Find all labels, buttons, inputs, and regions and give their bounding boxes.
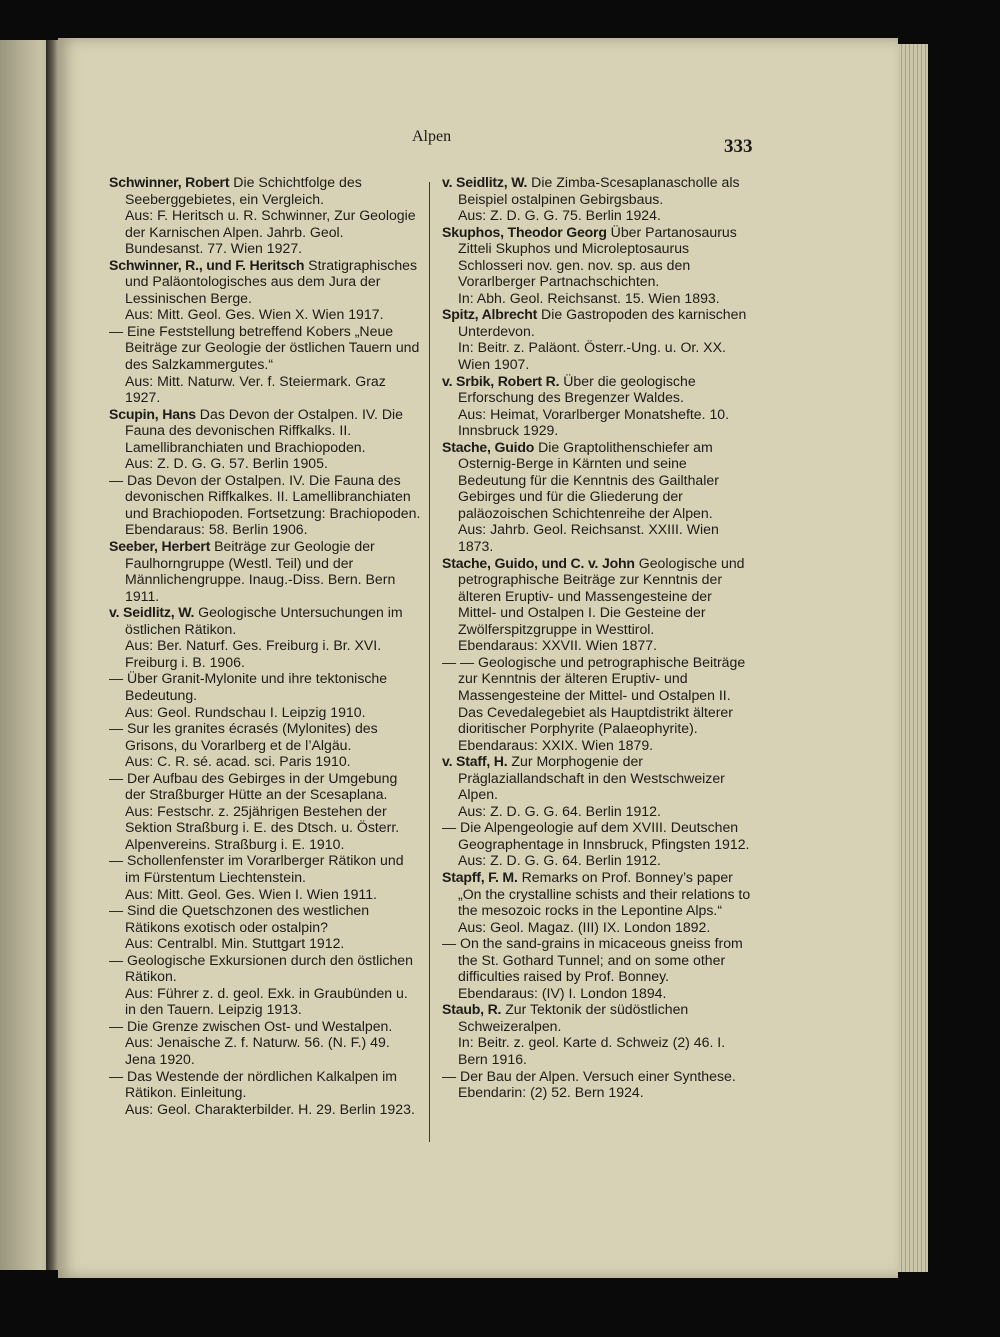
bibliography-source [109, 803, 421, 853]
entry-text: — Über Granit-Mylonite und ihre tektonische Bedeutung. [109, 670, 388, 703]
entry-text: Aus: Jahrb. Geol. Reichsanst. XXIII. Wien 1873. [458, 521, 719, 555]
entry-text: Remarks on Prof. Bonney’s paper „On the crystalline schists and their relations to the mesozoic rocks in the Lepontine Alps.“ [458, 868, 751, 919]
bibliography-source [442, 406, 754, 439]
bibliography-entry [109, 538, 421, 604]
bibliography-entry [109, 852, 421, 885]
entry-text: Die Schichtfolge des Seeberggebietes, ein Vergleich. [125, 174, 362, 207]
entry-text: Ebendaraus: XXVII. Wien 1877. [458, 637, 657, 654]
bibliography-entry [109, 1068, 421, 1101]
bibliography-entry [442, 1068, 754, 1085]
bibliography-source [109, 985, 421, 1018]
entry-author: Schwinner, R., und F. Heritsch [109, 256, 305, 273]
entry-text: — Der Bau der Alpen. Versuch einer Synthese. [442, 1067, 736, 1084]
bibliography-entry [109, 604, 421, 637]
bibliography-entry [442, 555, 754, 638]
entry-text: Stratigraphisches und Paläontologisches aus dem Jura der Lessinischen Berge. [125, 256, 418, 306]
entry-text: — Das Westende der nördlichen Kalkalpen im Rätikon. Einleitung. [109, 1067, 398, 1101]
entry-text: — Geologische Exkursionen durch den östlichen Rätikon. [109, 951, 413, 985]
entry-text: Aus: Z. D. G. G. 57. Berlin 1905. [125, 455, 328, 472]
bibliography-entry [109, 406, 421, 456]
bibliography-source [442, 339, 754, 372]
bibliography-entry [109, 902, 421, 935]
entry-text: Beiträge zur Geologie der Faulhorngruppe (Westl. Teil) und der Männlichengruppe. Inaug.-Diss. Bern. Bern 1911. [125, 538, 396, 604]
bibliography-entry [109, 323, 421, 373]
entry-text: Aus: Z. D. G. G. 64. Berlin 1912. [458, 802, 661, 819]
entry-text: Die Gastropoden des karnischen Unterdevon. [458, 306, 747, 339]
bibliography-entry [109, 472, 421, 522]
bibliography-source [109, 935, 421, 952]
bibliography-source [109, 637, 421, 670]
entry-author: Stapff, F. M. [442, 868, 518, 885]
entry-text: Geologische Untersuchungen im östlichen Rätikon. [125, 604, 403, 637]
entry-text: Aus: Heimat, Vorarlberger Monatshefte. 10. Innsbruck 1929. [458, 405, 730, 439]
bibliography-source [442, 290, 754, 307]
bibliography-source [109, 1101, 421, 1118]
bibliography-entry [442, 174, 754, 207]
entry-author: Spitz, Albrecht [442, 306, 538, 323]
bibliography-entry [109, 174, 421, 207]
entry-text: Zur Tektonik der südöstlichen Schweizeralpen. [458, 1001, 689, 1034]
entry-text: In: Beitr. z. geol. Karte d. Schweiz (2) 46. I. Bern 1916. [458, 1034, 726, 1067]
entry-text: Aus: Ber. Naturf. Ges. Freiburg i. Br. XVI. Freiburg i. B. 1906. [125, 637, 382, 670]
left-column [109, 174, 421, 1117]
bibliography-entry [109, 1018, 421, 1035]
bibliography-source [442, 852, 754, 869]
entry-text: — On the sand-grains in micaceous gneiss from the St. Gothard Tunnel; and on some other difficulties raised by Prof. Bonney. [442, 935, 743, 985]
entry-author: Seeber, Herbert [109, 538, 211, 555]
entry-text: — Eine Feststellung betreffend Kobers „Neue Beiträge zur Geologie der östlichen Tauern und des Salzkammergutes.“ [109, 322, 420, 373]
entry-text: — Sur les granites écrasés (Mylonites) des Grisons, du Vorarlberg et de l’Algäu. [109, 720, 378, 753]
entry-text: Ebendaraus: 58. Berlin 1906. [125, 521, 308, 538]
bibliography-entry [442, 306, 754, 339]
entry-text: — Die Alpengeologie auf dem XVIII. Deutschen Geographentage in Innsbruck, Pfingsten 1912. [442, 819, 750, 852]
entry-text: Aus: Z. D. G. G. 75. Berlin 1924. [458, 207, 661, 224]
bibliography-source [442, 803, 754, 820]
bibliography-source [442, 637, 754, 654]
entry-text: Die Zimba-Scesaplanascholle als Beispiel ostalpinen Gebirgsbaus. [458, 174, 740, 207]
entry-text: — Sind die Quetschzonen des westlichen Rätikons exotisch oder ostalpin? [109, 902, 370, 935]
bibliography-entry [442, 439, 754, 522]
bibliography-source [109, 373, 421, 406]
bibliography-entry [442, 819, 754, 852]
entry-author: Skuphos, Theodor Georg [442, 223, 607, 240]
bibliography-source [109, 521, 421, 538]
bibliography-source [109, 306, 421, 323]
entry-text: — Das Devon der Ostalpen. IV. Die Fauna des devonischen Riffkalkes. II. Lamellibranchiaten und Brachiopoden. Fortsetzung: Brachiopoden. [109, 471, 421, 521]
entry-author: Stache, Guido [442, 438, 535, 455]
running-head: Alpen [412, 128, 452, 145]
entry-text: Aus: Geol. Magaz. (III) IX. London 1892. [458, 918, 711, 935]
bibliography-source [109, 455, 421, 472]
bibliography-source [442, 207, 754, 224]
bibliography-source [109, 704, 421, 721]
bibliography-entry [442, 373, 754, 406]
bibliography-source [109, 886, 421, 903]
entry-text: Ebendaraus: (IV) I. London 1894. [458, 984, 667, 1001]
entry-text: Aus: Festschr. z. 25jährigen Bestehen der Sektion Straßburg i. E. des Dtsch. u. Österr. Alpenvereins. Straßburg i. E. 1910. [125, 802, 400, 852]
entry-text: Aus: Mitt. Naturw. Ver. f. Steiermark. Graz 1927. [125, 372, 386, 406]
bibliography-source [442, 919, 754, 936]
entry-text: Aus: Centralbl. Min. Stuttgart 1912. [125, 935, 345, 952]
bibliography-source [442, 985, 754, 1002]
entry-text: Zur Morphogenie der Präglaziallandschaft in den Westschweizer Alpen. [458, 753, 725, 803]
entry-text: Geologische und petrographische Beiträge zur Kenntnis der älteren Eruptiv- und Massengesteine der Mittel- und Ostalpen I. Die Gesteine der Zwölferspitzgruppe in Westtirol. [458, 554, 745, 637]
entry-author: v. Staff, H. [442, 753, 508, 770]
bibliography-source [442, 737, 754, 754]
bibliography-source [442, 1084, 754, 1101]
entry-text: Aus: Führer z. d. geol. Exk. in Graubünden u. in den Tauern. Leipzig 1913. [125, 984, 408, 1018]
entry-text: Aus: Geol. Charakterbilder. H. 29. Berlin 1923. [125, 1100, 415, 1117]
entry-text: Ebendarin: (2) 52. Bern 1924. [458, 1084, 644, 1101]
entry-text: In: Beitr. z. Paläont. Österr.-Ung. u. Or. XX. Wien 1907. [458, 339, 726, 373]
page-number: 333 [724, 136, 753, 157]
entry-author: Staub, R. [442, 1001, 502, 1018]
entry-text: Über die geologische Erforschung des Bregenzer Waldes. [458, 372, 696, 406]
bibliography-source [109, 753, 421, 770]
entry-text: Aus: Mitt. Geol. Ges. Wien I. Wien 1911. [125, 885, 377, 902]
bibliography-source [109, 207, 421, 257]
bibliography-source [109, 1034, 421, 1067]
entry-text: — Die Grenze zwischen Ost- und Westalpen. [109, 1017, 393, 1034]
book-gutter [46, 40, 58, 1270]
entry-author: v. Seidlitz, W. [109, 604, 195, 621]
bibliography-source [442, 521, 754, 554]
page-stack-edge [898, 44, 928, 1272]
entry-text: Aus: Jenaische Z. f. Naturw. 56. (N. F.) 49. Jena 1920. [125, 1034, 390, 1067]
entry-text: Das Devon der Ostalpen. IV. Die Fauna des devonischen Riffkalks. II. Lamellibranchiaten und Brachiopoden. [125, 405, 403, 455]
bibliography-source [442, 1034, 754, 1067]
bibliography-entry [442, 1001, 754, 1034]
entry-text: Die Graptolithenschiefer am Osternig-Berge in Kärnten und seine Bedeutung für die Kenntnis des Gailthaler Gebirges und für die Gliederung der paläozoischen Schichtenreihe der Alpen. [458, 438, 719, 521]
bibliography-entry [442, 935, 754, 985]
entry-text: In: Abh. Geol. Reichsanst. 15. Wien 1893. [458, 289, 720, 306]
entry-text: Aus: C. R. sé. acad. sci. Paris 1910. [125, 753, 351, 770]
bibliography-entry [442, 869, 754, 919]
entry-text: — Der Aufbau des Gebirges in der Umgebung der Straßburger Hütte an der Scesaplana. [109, 769, 398, 803]
entry-author: v. Seidlitz, W. [442, 174, 528, 190]
bibliography-entry [109, 720, 421, 753]
entry-author: v. Srbik, Robert R. [442, 372, 560, 389]
entry-text: — Schollenfenster im Vorarlberger Rätikon und im Fürstentum Liechtenstein. [109, 852, 404, 885]
entry-text: Aus: Z. D. G. G. 64. Berlin 1912. [458, 852, 661, 869]
entry-text: — — Geologische und petrographische Beiträge zur Kenntnis der älteren Eruptiv- und Massengesteine der Mittel- und Ostalpen II. Das Cevedalegebiet als Hauptdistrikt älterer dioritischer Porphyrite (Palaeophyrite). [442, 653, 746, 737]
bibliography-entry [109, 770, 421, 803]
entry-author: Stache, Guido, und C. v. John [442, 554, 635, 571]
entry-author: Schwinner, Robert [109, 174, 230, 190]
entry-text: Ebendaraus: XXIX. Wien 1879. [458, 736, 654, 753]
right-column [442, 174, 754, 1101]
bibliography-entry [442, 753, 754, 803]
column-divider [429, 182, 430, 1142]
entry-author: Scupin, Hans [109, 405, 196, 422]
bibliography-entry [442, 224, 754, 290]
entry-text: Aus: Geol. Rundschau I. Leipzig 1910. [125, 703, 366, 720]
entry-text: Aus: F. Heritsch u. R. Schwinner, Zur Geologie der Karnischen Alpen. Jahrb. Geol. Bundesanst. 77. Wien 1927. [125, 207, 416, 257]
entry-text: Über Partanosaurus Zitteli Skuphos und Microleptosaurus Schlosseri nov. gen. nov. sp. aus den Vorarlberger Partnachschichten. [458, 223, 737, 290]
entry-text: Aus: Mitt. Geol. Ges. Wien X. Wien 1917. [125, 306, 384, 323]
bibliography-entry [109, 952, 421, 985]
bibliography-entry [442, 654, 754, 737]
bibliography-entry [109, 670, 421, 703]
bibliography-entry [109, 257, 421, 307]
